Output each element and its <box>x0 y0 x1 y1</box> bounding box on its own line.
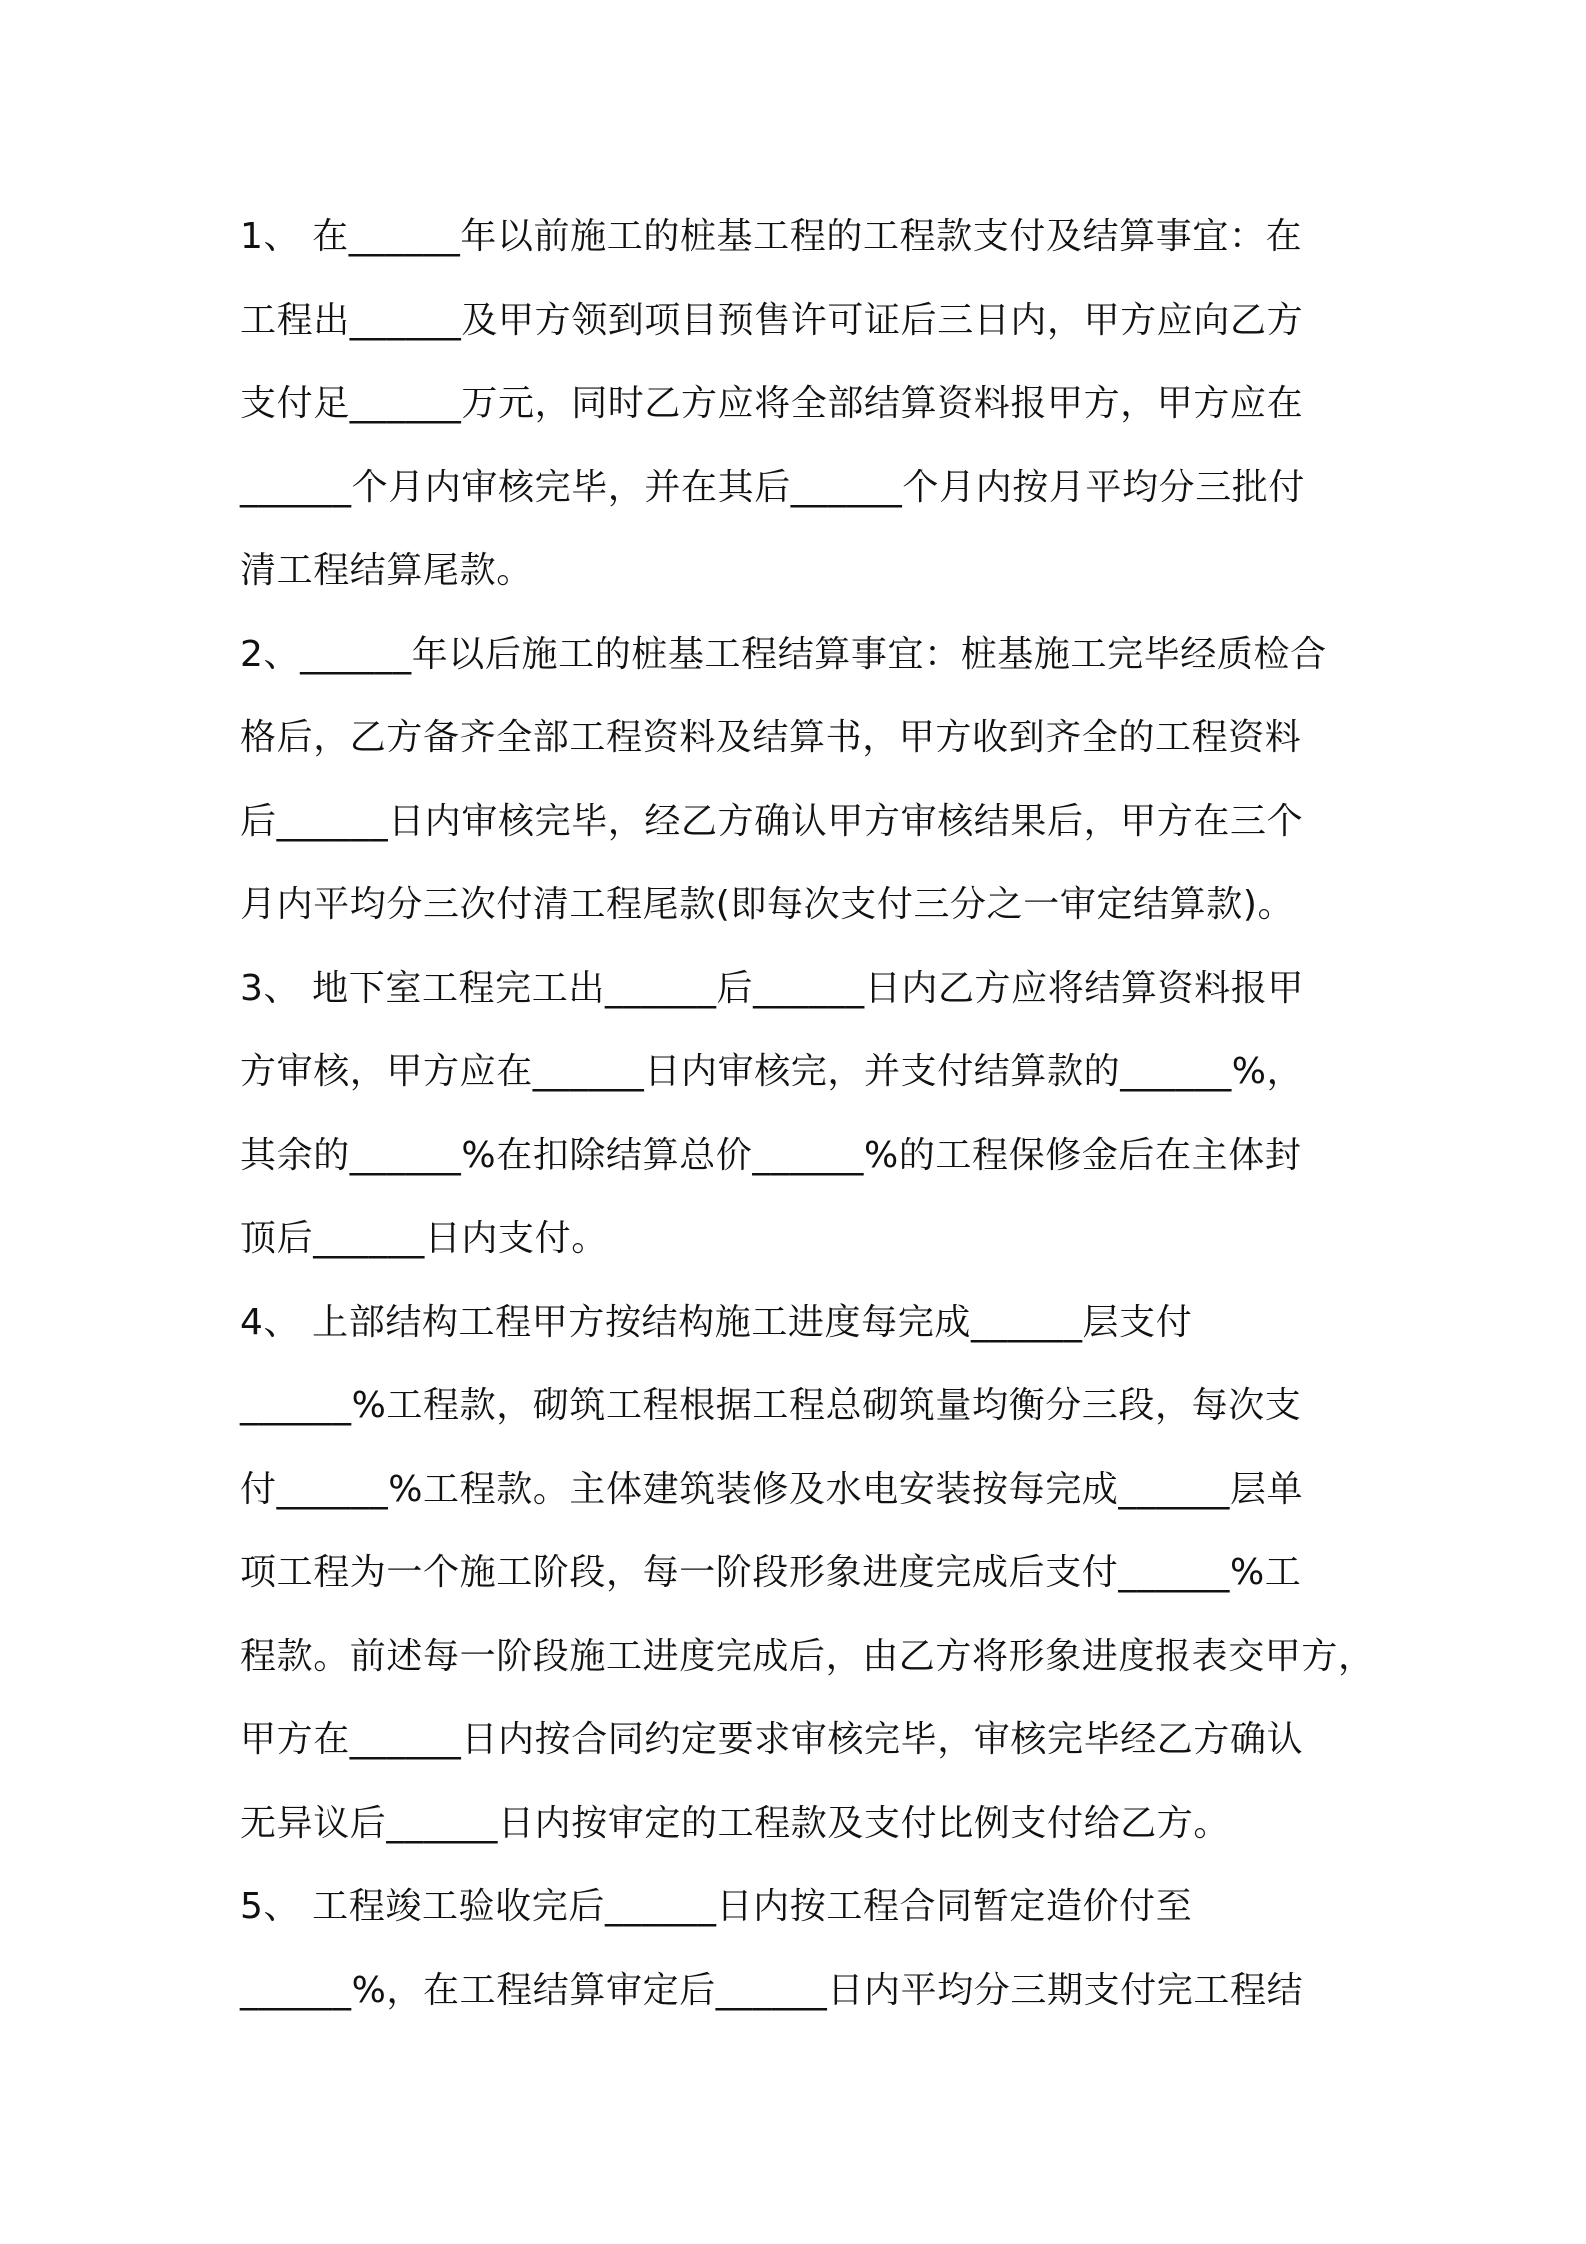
text-line: 4、 上部结构工程甲方按结构施工进度每完成______层支付 <box>240 1301 1193 1343</box>
text-line: 支付足______万元，同时乙方应将全部结算资料报甲方，甲方应在 <box>240 383 1304 424</box>
text-line: 2、______年以后施工的桩基工程结算事宜：桩基施工完毕经质检合 <box>240 633 1327 675</box>
text-line: ______%工程款，砌筑工程根据工程总砌筑量均衡分三段，每次支 <box>240 1385 1302 1426</box>
text-line: 格后，乙方备齐全部工程资料及结算书，甲方收到齐全的工程资料 <box>240 717 1302 758</box>
text-line: 3、 地下室工程完工出______后______日内乙方应将结算资料报甲 <box>240 967 1304 1009</box>
text-line: 程款。前述每一阶段施工进度完成后，由乙方将形象进度报表交甲方， <box>240 1635 1375 1677</box>
document-body <box>240 195 1375 2032</box>
text-line: 顶后______日内支付。 <box>240 1218 608 1259</box>
text-line: 无异议后______日内按审定的工程款及支付比例支付给乙方。 <box>240 1802 1231 1844</box>
text-line: 甲方在______日内按合同约定要求审核完毕，审核完毕经乙方确认 <box>240 1719 1304 1760</box>
text-line: 月内平均分三次付清工程尾款(即每次支付三分之一审定结算款)。 <box>240 884 1295 925</box>
text-line: 清工程结算尾款。 <box>240 550 533 591</box>
text-line: ______个月内审核完毕，并在其后______个月内按月平均分三批付 <box>240 466 1306 508</box>
text-line: 方审核，甲方应在______日内审核完，并支付结算款的______%， <box>240 1051 1304 1092</box>
text-line: 付______%工程款。主体建筑装修及水电安装按每完成______层单 <box>240 1468 1304 1510</box>
text-line: ______%，在工程结算审定后______日内平均分三期支付完工程结 <box>240 1969 1304 2011</box>
text-line: 1、 在______年以前施工的桩基工程的工程款支付及结算事宜：在 <box>240 216 1303 257</box>
text-line: 5、 工程竣工验收完后______日内按工程合同暂定造价付至 <box>240 1886 1193 1927</box>
text-line: 工程出______及甲方领到项目预售许可证后三日内，甲方应向乙方 <box>240 299 1304 341</box>
text-line: 后______日内审核完毕，经乙方确认甲方审核结果后，甲方在三个 <box>240 800 1304 842</box>
text-line: 项工程为一个施工阶段，每一阶段形象进度完成后支付______%工 <box>240 1552 1302 1593</box>
text-line: 其余的______%在扣除结算总价______%的工程保修金后在主体封 <box>240 1134 1302 1176</box>
